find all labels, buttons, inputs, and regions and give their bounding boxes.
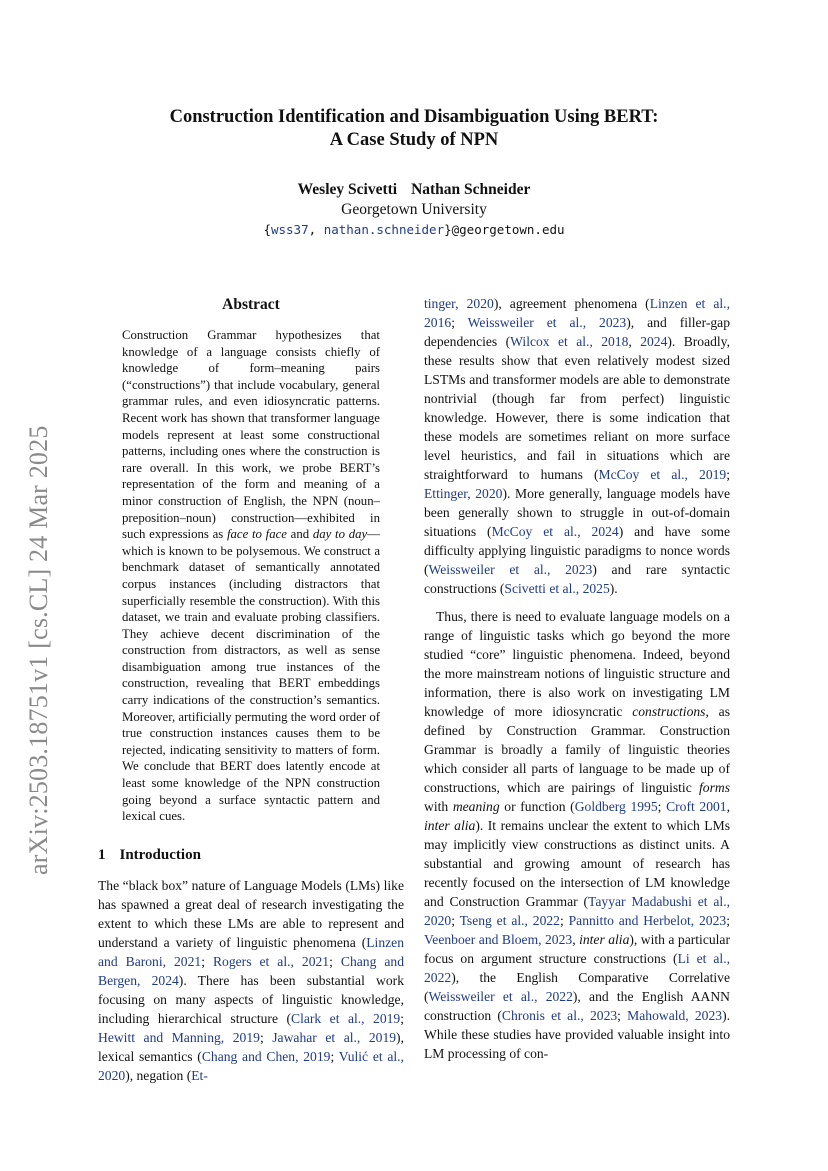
text-run: ). There has been substantial work focusing on many aspects of linguistic knowledge, including hierarchical structure (: [98, 972, 404, 1026]
text-run: The “black box” nature of Language Models (LMs) like has spawned a great deal of research investigating the extent to which these LMs are able to represent and understand a variety of linguistic phenomena (: [98, 877, 404, 950]
text-run: ;: [559, 913, 569, 928]
text-run: ;: [329, 953, 341, 969]
text-run: ).: [609, 581, 618, 596]
text-run: ;: [451, 913, 460, 928]
affiliation: Georgetown University: [341, 201, 487, 218]
citation-link[interactable]: Chronis et al., 2023: [501, 1008, 618, 1023]
citation-link[interactable]: Linzen and Baroni, 2021: [98, 934, 404, 969]
abstract-heading: Abstract: [222, 296, 280, 313]
citation-link[interactable]: Weissweiler et al., 2023: [467, 315, 627, 330]
abstract-text: [122, 327, 380, 825]
text-run: ;: [726, 913, 730, 928]
author-block: [100, 180, 728, 240]
text-run: ;: [400, 1010, 404, 1026]
intro-paragraph-1-continued: [424, 294, 730, 598]
section-heading-introduction: [98, 845, 404, 865]
abstract-part: —which is known to be polysemous. We construct a benchmark dataset of semantically annotated corpus instances (including distractors that superficially resemble the construction). With this dataset, we train and evaluate probing classifiers. They achieve decent discrimination of the construction from distractors, as well as sense disambiguation among true instances of the construction, revealing that BERT embeddings carry indications of the construction’s semantics. Moreover, artificially permuting the word order of true construction instances causes them to be rejected, indicating sensitivity to matters of form. We conclude that BERT does latently encode at least some knowledge of the NPN construction going beyond a surface syntactic pattern and lexical cues.: [122, 527, 380, 824]
citation-link[interactable]: Croft 2001: [666, 799, 727, 814]
text-run: ;: [259, 1029, 273, 1045]
citation-link[interactable]: Linzen et al., 2016: [424, 296, 730, 330]
citation-link[interactable]: Chang and Chen, 2019: [201, 1048, 331, 1064]
citation-link[interactable]: Ettinger, 2020: [424, 486, 503, 501]
text-run: ;: [617, 1008, 628, 1023]
text-run: or function (: [499, 799, 575, 814]
text-run: ). Broadly, these results show that even relatively modest sized LSTMs and transformer models are able to demonstrate nontrivial (though far from perfect) linguistic knowledge. However, there is some indication that these models are sometimes reliant on more surface level heuristics, and fail in situations which are straightforward to humans (: [424, 334, 730, 482]
text-run: ,: [726, 799, 730, 814]
citation-link[interactable]: Jawahar et al., 2019: [272, 1029, 397, 1045]
email-link-schneider[interactable]: nathan.schneider: [323, 222, 445, 237]
citation-link[interactable]: 2024: [640, 334, 668, 349]
text-run: Thus, there is need to evaluate language models on a range of linguistic tasks which go beyond the more studied “core” linguistic phenomena. Indeed, beyond the more mainstream notions of linguistic structure and information, there is also work on investigating LM knowledge of more idiosyncratic: [424, 609, 730, 719]
text-run: ;: [451, 315, 468, 330]
author-names: [100, 180, 728, 200]
text-run: ). More generally, language models have been generally shown to struggle in out-of-domain situations (: [424, 486, 730, 539]
italic-term: inter alia: [579, 932, 630, 947]
citation-link[interactable]: Tseng et al., 2022: [459, 913, 560, 928]
citation-link[interactable]: Li et al., 2022: [424, 951, 731, 985]
citation-link[interactable]: Hewitt and Manning, 2019: [98, 1029, 260, 1045]
author-emails: [100, 220, 728, 240]
author-1: Wesley Scivetti: [297, 181, 398, 198]
email-link-wss37[interactable]: wss37: [270, 222, 309, 237]
paper-title: [100, 106, 728, 152]
email-open: {: [263, 222, 271, 237]
text-run: ). It remains unclear the extent to which LMs may implicitly view constructions as distinct units. A substantial and growing amount of research has recently focused on the intersection of LM knowledge and Construction Grammar (: [424, 818, 730, 909]
citation-link[interactable]: Pannitto and Herbelot, 2023: [568, 913, 727, 928]
text-run: ), and filler-gap dependencies (: [424, 315, 730, 349]
abstract-example: face to face: [226, 527, 287, 542]
title-line-2: A Case Study of NPN: [329, 130, 499, 150]
intro-paragraph-1: [98, 876, 404, 1085]
citation-link[interactable]: McCoy et al., 2019: [598, 467, 727, 482]
text-run: ;: [726, 467, 730, 482]
text-run: ), negation (: [125, 1067, 192, 1083]
left-column: [98, 295, 404, 1085]
text-run: ), the English Comparative Correlative (: [424, 970, 730, 1004]
citation-link[interactable]: Clark et al., 2019: [291, 1010, 401, 1026]
citation-link[interactable]: Goldberg 1995: [574, 799, 658, 814]
citation-link[interactable]: Scivetti et al., 2025: [504, 581, 610, 596]
right-column: [424, 294, 730, 1063]
citation-link[interactable]: Wilcox et al., 2018: [510, 334, 629, 349]
text-run: ), lexical semantics (: [98, 1029, 404, 1064]
text-run: ), agreement phenomena (: [493, 296, 650, 311]
citation-link[interactable]: Chang and Bergen, 2024: [98, 953, 404, 988]
italic-term: meaning: [452, 799, 500, 814]
section-number: 1: [98, 846, 106, 863]
citation-link[interactable]: Mahowald, 2023: [627, 1008, 723, 1023]
email-sep: ,: [308, 222, 324, 237]
citation-link[interactable]: Et-: [191, 1067, 208, 1083]
abstract-part: Construction Grammar hypothesizes that knowledge of a language consists chiefly of knowledge of form–meaning pairs (“constructions”) that include vocabulary, general grammar rules, and even idiosyncratic patterns. Recent work has shown that transformer language models represent at least some constructional patterns, including ones where the construction is rare overall. In this work, we probe BERT’s representation of the form and meaning of a minor construction of English, the NPN (noun–preposition–noun) construction—exhibited in such expressions as: [122, 328, 380, 542]
text-run: ) and rare syntactic constructions (: [424, 562, 730, 596]
citation-link[interactable]: Vulić et al., 2020: [98, 1048, 404, 1083]
text-run: ;: [657, 799, 667, 814]
citation-link[interactable]: Tayyar Madabushi et al., 2020: [424, 894, 730, 928]
email-domain: }@georgetown.edu: [444, 222, 565, 237]
section-title: Introduction: [119, 846, 201, 863]
text-run: ), with a particular focus on argument structure constructions (: [424, 932, 730, 966]
author-2: Nathan Schneider: [411, 181, 531, 198]
citation-link[interactable]: Weissweiler et al., 2022: [428, 989, 573, 1004]
title-line-1: Construction Identification and Disambiguation Using BERT:: [169, 107, 659, 127]
citation-link[interactable]: Veenboer and Bloem, 2023: [424, 932, 573, 947]
italic-term: constructions: [632, 704, 706, 719]
text-run: ,: [572, 932, 580, 947]
text-run: ;: [201, 953, 213, 969]
italic-term: forms: [699, 780, 730, 795]
intro-paragraph-2: [424, 607, 730, 1063]
text-run: ), and the English AANN construction (: [424, 989, 731, 1023]
italic-term: inter alia: [424, 818, 476, 833]
text-run: ;: [330, 1048, 339, 1064]
citation-link[interactable]: Rogers et al., 2021: [212, 953, 330, 969]
abstract-part: and: [286, 527, 313, 542]
abstract-example: day to day: [312, 527, 368, 542]
citation-link[interactable]: Weissweiler et al., 2023: [428, 562, 593, 577]
citation-link[interactable]: McCoy et al., 2024: [491, 524, 619, 539]
arxiv-stamp: arXiv:2503.18751v1 [cs.CL] 24 Mar 2025: [24, 425, 53, 875]
text-run: ). While these studies have provided valuable insight into LM processing of con-: [424, 1008, 731, 1061]
text-run: with: [424, 799, 453, 814]
text-run: ,: [628, 334, 641, 349]
text-run: , as defined by Construction Grammar. Construction Grammar is broadly a family of linguistic theories which consider all parts of language to be made up of constructions, which are pairings of linguistic: [424, 704, 730, 795]
text-run: ) and have some difficulty applying linguistic paradigms to nonce words (: [424, 524, 730, 577]
citation-link[interactable]: tinger, 2020: [424, 296, 494, 311]
